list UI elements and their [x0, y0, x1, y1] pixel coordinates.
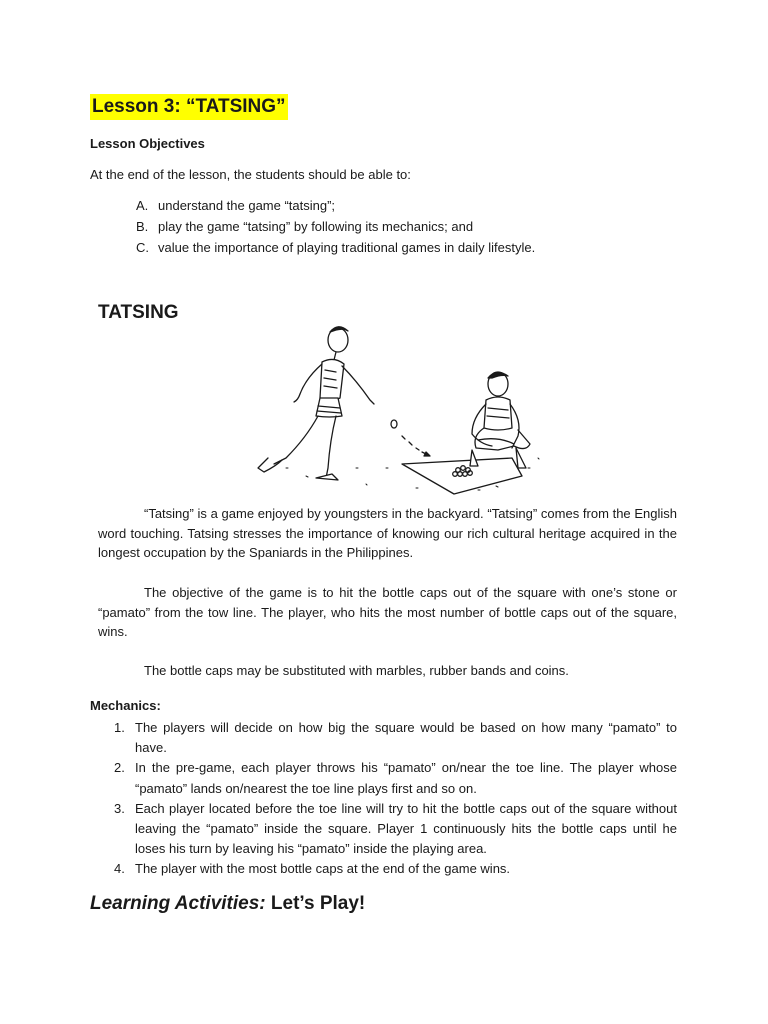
paragraph — [98, 661, 677, 681]
lesson-title: Lesson 3: “TATSING” — [90, 94, 288, 120]
mechanics-text: In the pre-game, each player throws his “pamato” on/near the toe line. The player whose “pamato” lands on/nearest the toe line plays first and so on. — [135, 760, 677, 796]
objectives-list — [90, 196, 650, 259]
objective-item — [90, 238, 650, 259]
tatsing-illustration — [246, 318, 546, 500]
throwing-boy-figure — [258, 327, 374, 480]
playing-square — [402, 458, 522, 494]
paragraph-text: “Tatsing” is a game enjoyed by youngsters in the backyard. “Tatsing” comes from the English word touching. Tatsing stresses the importance of knowing our rich cultural heritage acquired in the longest occupation by the Spaniards in the Philippines. — [98, 506, 677, 561]
mechanics-number: 4. — [114, 861, 125, 877]
objectives-intro: At the end of the lesson, the students should be able to: — [90, 167, 411, 182]
mechanics-item — [90, 799, 677, 860]
mechanics-list — [90, 718, 677, 880]
paragraph-text: The objective of the game is to hit the bottle caps out of the square with one’s stone or “pamato” from the tow line. The player, who hits the most number of bottle caps out of the square, wins. — [98, 585, 677, 640]
pamato-stone — [391, 420, 430, 456]
objective-text: play the game “tatsing” by following its mechanics; and — [158, 219, 474, 234]
mechanics-heading: Mechanics: — [90, 698, 161, 713]
paragraph-text: The bottle caps may be substituted with marbles, rubber bands and coins. — [144, 663, 569, 678]
objective-text: value the importance of playing traditional games in daily lifestyle. — [158, 240, 536, 255]
mechanics-number: 2. — [114, 760, 125, 776]
mechanics-text: Each player located before the toe line will try to hit the bottle caps out of the square without leaving the “pamato” inside the square. Player 1 continuously hits the bottle caps until he loses his turn by leaving his “pamato” inside the playing area. — [135, 800, 677, 857]
paragraph — [98, 504, 677, 563]
objective-item — [90, 196, 650, 217]
section-title: TATSING — [98, 302, 179, 323]
mechanics-text: The players will decide on how big the square would be based on how many “pamato” to have. — [135, 720, 677, 756]
objective-letter: B. — [136, 219, 149, 234]
learning-activities-label: Learning Activities: — [90, 893, 266, 914]
squatting-boy-figure — [470, 372, 530, 468]
mechanics-number: 3. — [114, 800, 125, 816]
objective-item — [90, 217, 650, 238]
objective-letter: A. — [136, 198, 149, 213]
mechanics-item — [90, 859, 677, 879]
objectives-heading: Lesson Objectives — [90, 136, 205, 151]
objective-text: understand the game “tatsing”; — [158, 198, 336, 213]
objective-letter: C. — [136, 240, 149, 255]
mechanics-item — [90, 718, 677, 758]
mechanics-text: The player with the most bottle caps at the end of the game wins. — [135, 861, 511, 877]
learning-activities-heading — [90, 893, 365, 915]
mechanics-item — [90, 758, 677, 798]
learning-activities-subtitle: Let’s Play! — [270, 893, 366, 914]
paragraph — [98, 583, 677, 642]
mechanics-number: 1. — [114, 720, 125, 735]
